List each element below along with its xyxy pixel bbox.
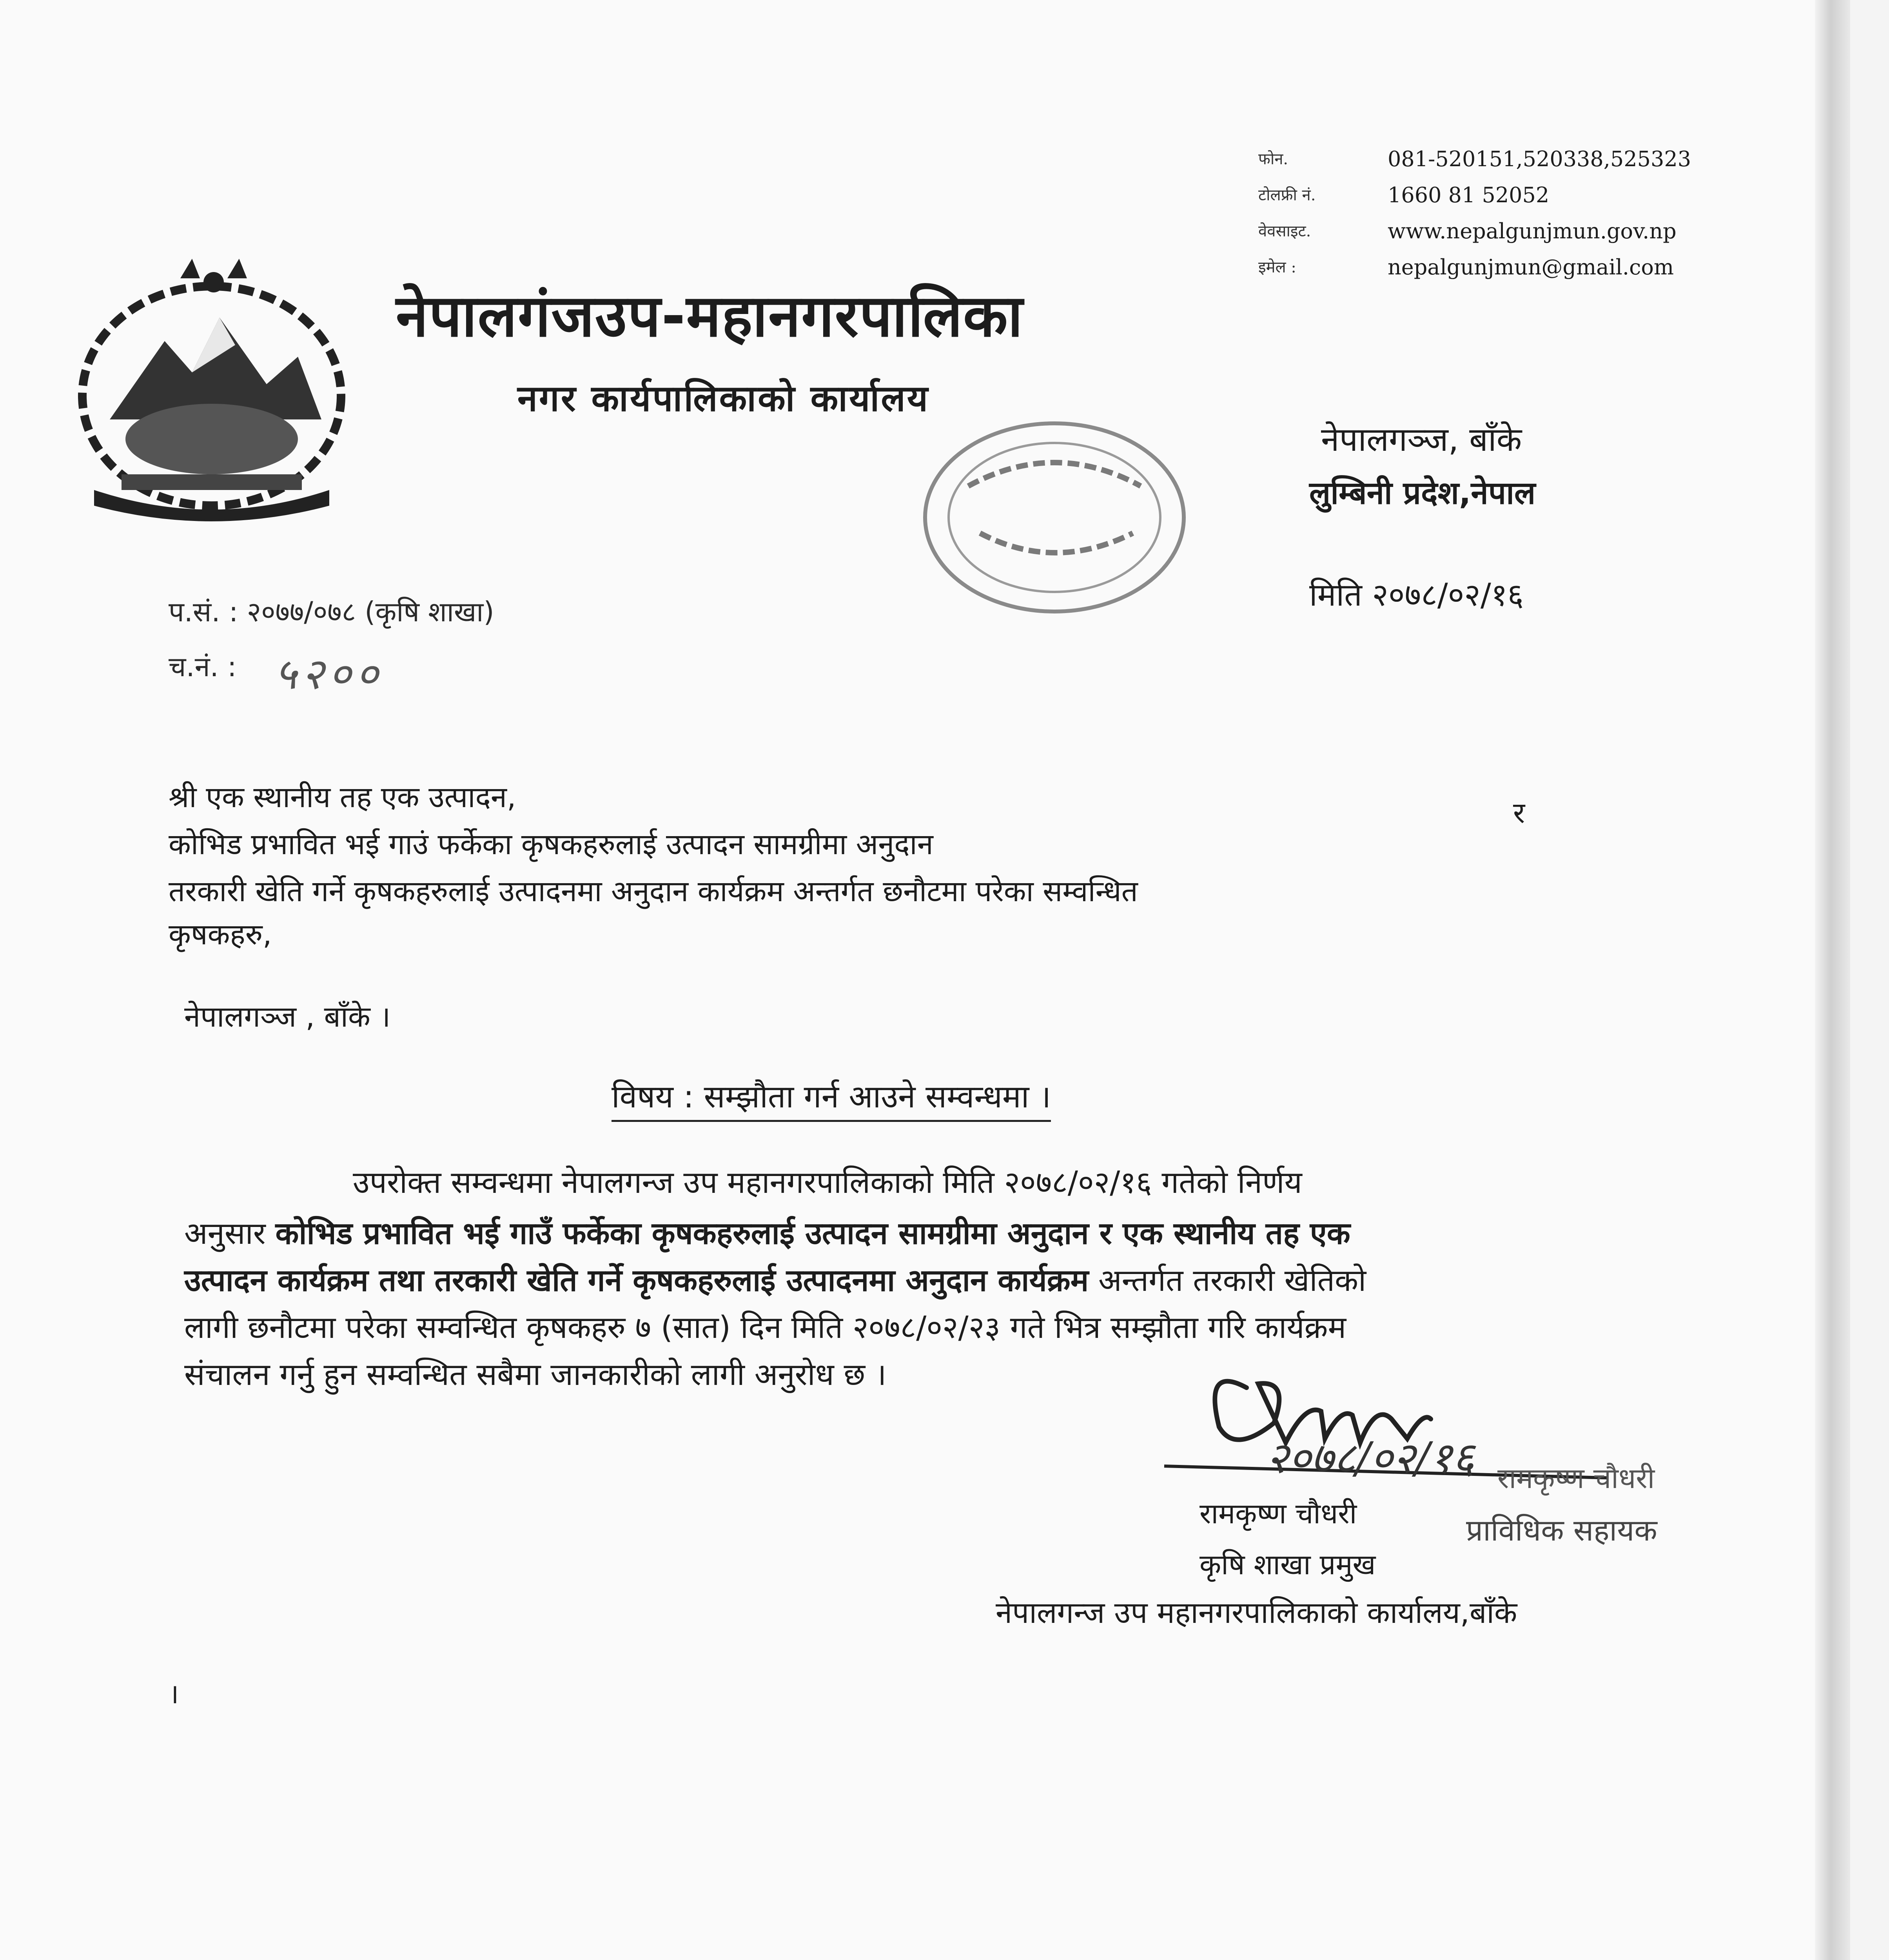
email-label: इमेल : (1258, 258, 1296, 276)
page-edge-shadow (1815, 0, 1850, 1960)
stray-mark: । (169, 1678, 179, 1710)
contact-phone-row (1258, 141, 1691, 177)
tollfree-value: 1660 81 52052 (1388, 183, 1550, 207)
body-line-1: उपरोक्त सम्वन्धमा नेपालगन्ज उप महानगरपालिकाको मिति २०७८/०२/१६ गतेको निर्णय (353, 1165, 1302, 1200)
body-line-3-plain: अन्तर्गत तरकारी खेतिको (1089, 1263, 1366, 1298)
letter-date: मिति २०७८/०२/१६ (1309, 577, 1524, 613)
signatory-role: कृषि शाखा प्रमुख (1199, 1548, 1376, 1581)
body-line-3-bold: उत्पादन कार्यक्रम तथा तरकारी खेति गर्ने कृषकहरुलाई उत्पादनमा अनुदान कार्यक्रम (184, 1263, 1089, 1298)
office-province: लुम्बिनी प्रदेश,नेपाल (1309, 475, 1536, 511)
body-line-3 (184, 1258, 1366, 1300)
contact-website-row (1258, 213, 1691, 249)
dispatch-label: च.नं. : (169, 651, 237, 683)
letter-subject: विषय : सम्झौता गर्न आउने सम्वन्धमा । (612, 1074, 1051, 1122)
addressee-place: नेपालगञ्ज , बाँके । (184, 1000, 391, 1034)
signatory-office: नेपालगन्ज उप महानगरपालिकाको कार्यालय,बाँके (996, 1595, 1517, 1630)
body-line-5: संचालन गर्नु हुन सम्वन्धित सबैमा जानकारीको लागी अनुरोध छ । (184, 1357, 887, 1392)
body-line-2 (184, 1211, 1350, 1253)
body-line-2-bold: कोभिड प्रभावित भई गाउँ फर्केका कृषकहरुलाई उत्पादन सामग्रीमा अनुदान र एक स्थानीय तह एक (275, 1216, 1350, 1251)
addressee-line-4: कृषकहरु, (169, 918, 272, 951)
signatory-name: रामकृष्ण चौधरी (1199, 1497, 1357, 1530)
signature-date: २०७८/०२/१६ (1266, 1433, 1475, 1483)
office-location: नेपालगञ्ज, बाँके (1321, 420, 1522, 459)
phone-value: 081-520151,520338,525323 (1388, 147, 1691, 171)
office-title: नेपालगंजउप-महानगरपालिका (396, 282, 1024, 350)
dispatch-number: ५२०० (274, 649, 383, 699)
office-subtitle: नगर कार्यपालिकाको कार्यालय (517, 377, 930, 419)
addressee-line-2: कोभिड प्रभावित भई गाउं फर्केका कृषकहरुलाई उत्पादन सामग्रीमा अनुदान (169, 828, 933, 861)
page-edge-background (1850, 0, 1889, 1960)
nepal-emblem-icon (63, 255, 361, 521)
body-line-4: लागी छनौटमा परेका सम्वन्धित कृषकहरु ७ (सात) दिन मिति २०७८/०२/२३ गते भित्र सम्झौता गरि कार्यक्रम (184, 1310, 1346, 1345)
addressee-line-2-suffix: र (1513, 796, 1525, 830)
website-value: www.nepalgunjmun.gov.np (1388, 219, 1677, 243)
phone-label: फोन. (1258, 150, 1288, 168)
email-value: nepalgunjmun@gmail.com (1388, 255, 1674, 279)
contact-email-row (1258, 249, 1691, 285)
stamp-name: रामकृष्ण चौधरी (1497, 1462, 1655, 1495)
office-stamp-icon (913, 416, 1211, 635)
contact-tollfree-row (1258, 177, 1691, 213)
addressee-line-3: तरकारी खेति गर्ने कृषकहरुलाई उत्पादनमा अनुदान कार्यक्रम अन्तर्गत छनौटमा परेका सम्वन्धित (169, 875, 1138, 908)
website-label: वेवसाइट. (1258, 222, 1311, 240)
contact-block (1258, 141, 1691, 285)
addressee-line-1: श्री एक स्थानीय तह एक उत्पादन, (169, 780, 516, 814)
reference-number: प.सं. : २०७७/०७८ (कृषि शाखा) (169, 596, 494, 628)
stamp-role: प्राविधिक सहायक (1466, 1513, 1657, 1548)
body-line-2-plain: अनुसार (184, 1216, 276, 1251)
tollfree-label: टोलफ्री नं. (1258, 186, 1316, 204)
